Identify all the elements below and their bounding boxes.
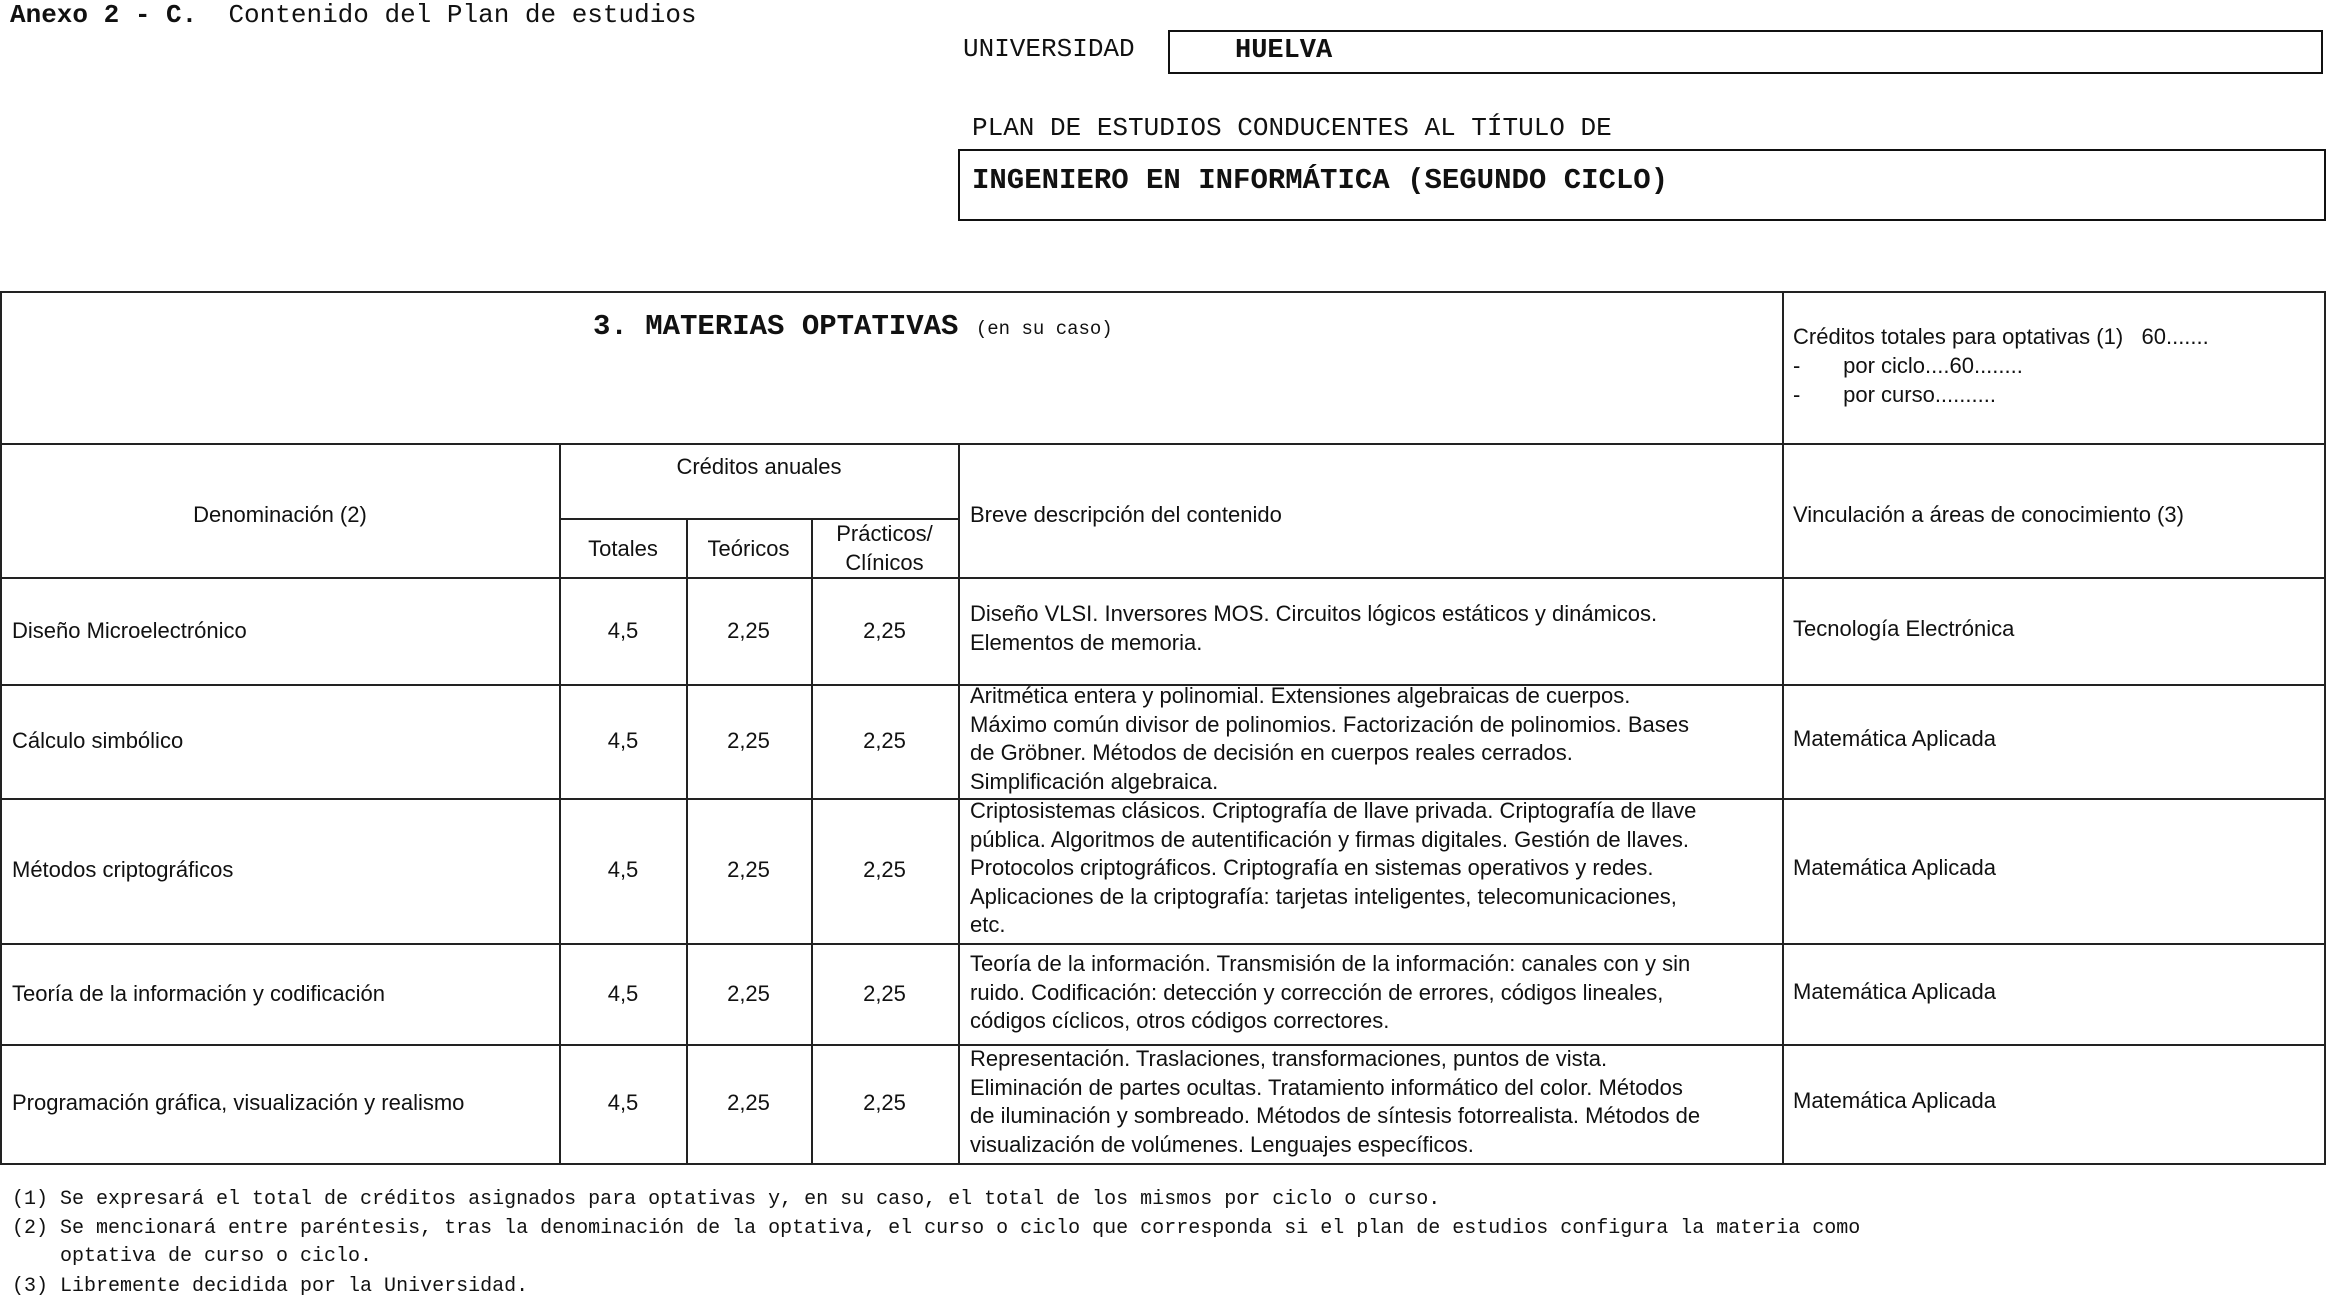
section-title-note: (en su caso) <box>975 318 1113 340</box>
row-denominacion: Teoría de la información y codificación <box>12 981 385 1006</box>
header-teoricos: Teóricos <box>707 536 790 561</box>
desc-line: Teoría de la información. Transmisión de la información: canales con y sin <box>970 951 1691 976</box>
section-title <box>593 310 1113 343</box>
credits-per-course: - por curso.......... <box>1793 382 1996 407</box>
row-totales: 4,5 <box>607 1090 639 1115</box>
row-denominacion: Diseño Microelectrónico <box>12 618 247 643</box>
annex-label: Anexo 2 - C. <box>10 0 198 30</box>
header-denominacion: Denominación (2) <box>193 502 367 527</box>
header-vinculacion: Vinculación a áreas de conocimiento (3) <box>1793 502 2184 527</box>
header-descripcion: Breve descripción del contenido <box>970 502 1282 527</box>
row-area: Matemática Aplicada <box>1793 726 1996 751</box>
desc-line: Máximo común divisor de polinomios. Factorización de polinomios. Bases <box>970 711 1689 737</box>
university-box <box>1168 30 2323 74</box>
desc-line: Simplificación algebraica. <box>970 768 1219 794</box>
desc-line: de Gröbner. Métodos de decisión en cuerpos reales cerrados. <box>970 740 1573 765</box>
desc-line: Elementos de memoria. <box>970 629 1203 655</box>
desc-line: Eliminación de partes ocultas. Tratamiento informático del color. Métodos <box>970 1074 1683 1100</box>
row-area: Matemática Aplicada <box>1793 979 1996 1004</box>
credits-per-cycle: - por ciclo....60........ <box>1793 353 2023 378</box>
row-area: Matemática Aplicada <box>1793 1088 1996 1113</box>
credits-total: Créditos totales para optativas (1) 60....... <box>1793 324 2209 349</box>
desc-line: Aritmética entera y polinomial. Extensiones algebraicas de cuerpos. <box>970 683 1631 708</box>
desc-line: Representación. Traslaciones, transformaciones, puntos de vista. <box>970 1046 1608 1071</box>
row-descripcion <box>970 600 1767 657</box>
row-denominacion: Métodos criptográficos <box>12 857 234 882</box>
university-value: HUELVA <box>1235 36 1333 66</box>
annex-heading <box>10 0 697 30</box>
section-title-text: 3. MATERIAS OPTATIVAS <box>593 310 959 343</box>
desc-line: códigos cíclicos, otros códigos correctores. <box>970 1008 1390 1033</box>
header-creditos-anuales: Créditos anuales <box>676 454 842 479</box>
row-practicos: 2,25 <box>863 857 906 882</box>
row-totales: 4,5 <box>607 981 639 1006</box>
row-descripcion <box>970 797 1767 940</box>
row-teoricos: 2,25 <box>727 981 770 1006</box>
desc-line: de iluminación y sombreado. Métodos de síntesis fotorrealista. Métodos de <box>970 1103 1701 1128</box>
footnote-1: (1) Se expresará el total de créditos asignados para optativas y, en su caso, el total de los mismos por ciclo o curso. <box>12 1188 1441 1211</box>
row-teoricos: 2,25 <box>727 857 770 882</box>
degree-title: INGENIERO EN INFORMÁTICA (SEGUNDO CICLO) <box>972 164 1669 197</box>
footnote-3: (3) Libremente decidida por la Universidad. <box>12 1275 529 1298</box>
row-denominacion: Cálculo simbólico <box>12 728 184 753</box>
desc-line: visualización de volúmenes. Lenguajes específicos. <box>970 1131 1474 1157</box>
row-descripcion <box>970 1045 1767 1159</box>
row-practicos: 2,25 <box>863 981 906 1006</box>
desc-line: Protocolos criptográficos. Criptografía en sistemas operativos y redes. <box>970 855 1654 880</box>
row-totales: 4,5 <box>607 618 639 643</box>
row-totales: 4,5 <box>607 728 639 753</box>
desc-line: etc. <box>970 912 1006 937</box>
row-practicos: 2,25 <box>863 728 906 753</box>
annex-subtitle: Contenido del Plan de estudios <box>228 0 697 30</box>
header-totales: Totales <box>588 536 658 561</box>
row-area: Tecnología Electrónica <box>1793 616 2015 641</box>
desc-line: Criptosistemas clásicos. Criptografía de llave privada. Criptografía de llave <box>970 798 1697 823</box>
footnote-2-cont: optativa de curso o ciclo. <box>12 1245 373 1268</box>
footnote-2: (2) Se mencionará entre paréntesis, tras la denominación de la optativa, el curso o ciclo que corresponda si el plan de estudios configura la materia como <box>12 1217 1861 1240</box>
row-denominacion: Programación gráfica, visualización y realismo <box>12 1090 465 1115</box>
header-practicos-line2: Clínicos <box>845 550 924 575</box>
row-teoricos: 2,25 <box>727 618 770 643</box>
desc-line: Aplicaciones de la criptografía: tarjetas inteligentes, telecomunicaciones, <box>970 883 1677 909</box>
university-label: UNIVERSIDAD <box>963 34 1135 64</box>
row-teoricos: 2,25 <box>727 728 770 753</box>
desc-line: ruido. Codificación: detección y corrección de errores, códigos lineales, <box>970 979 1664 1005</box>
desc-line: Diseño VLSI. Inversores MOS. Circuitos lógicos estáticos y dinámicos. <box>970 601 1658 626</box>
row-practicos: 2,25 <box>863 1090 906 1115</box>
row-descripcion <box>970 682 1767 796</box>
row-practicos: 2,25 <box>863 618 906 643</box>
row-descripcion <box>970 950 1767 1036</box>
header-practicos-line1: Prácticos/ <box>836 521 933 546</box>
row-teoricos: 2,25 <box>727 1090 770 1115</box>
row-totales: 4,5 <box>607 857 639 882</box>
row-area: Matemática Aplicada <box>1793 855 1996 880</box>
plan-label: PLAN DE ESTUDIOS CONDUCENTES AL TÍTULO DE <box>972 113 1612 143</box>
desc-line: pública. Algoritmos de autentificación y firmas digitales. Gestión de llaves. <box>970 826 1690 852</box>
